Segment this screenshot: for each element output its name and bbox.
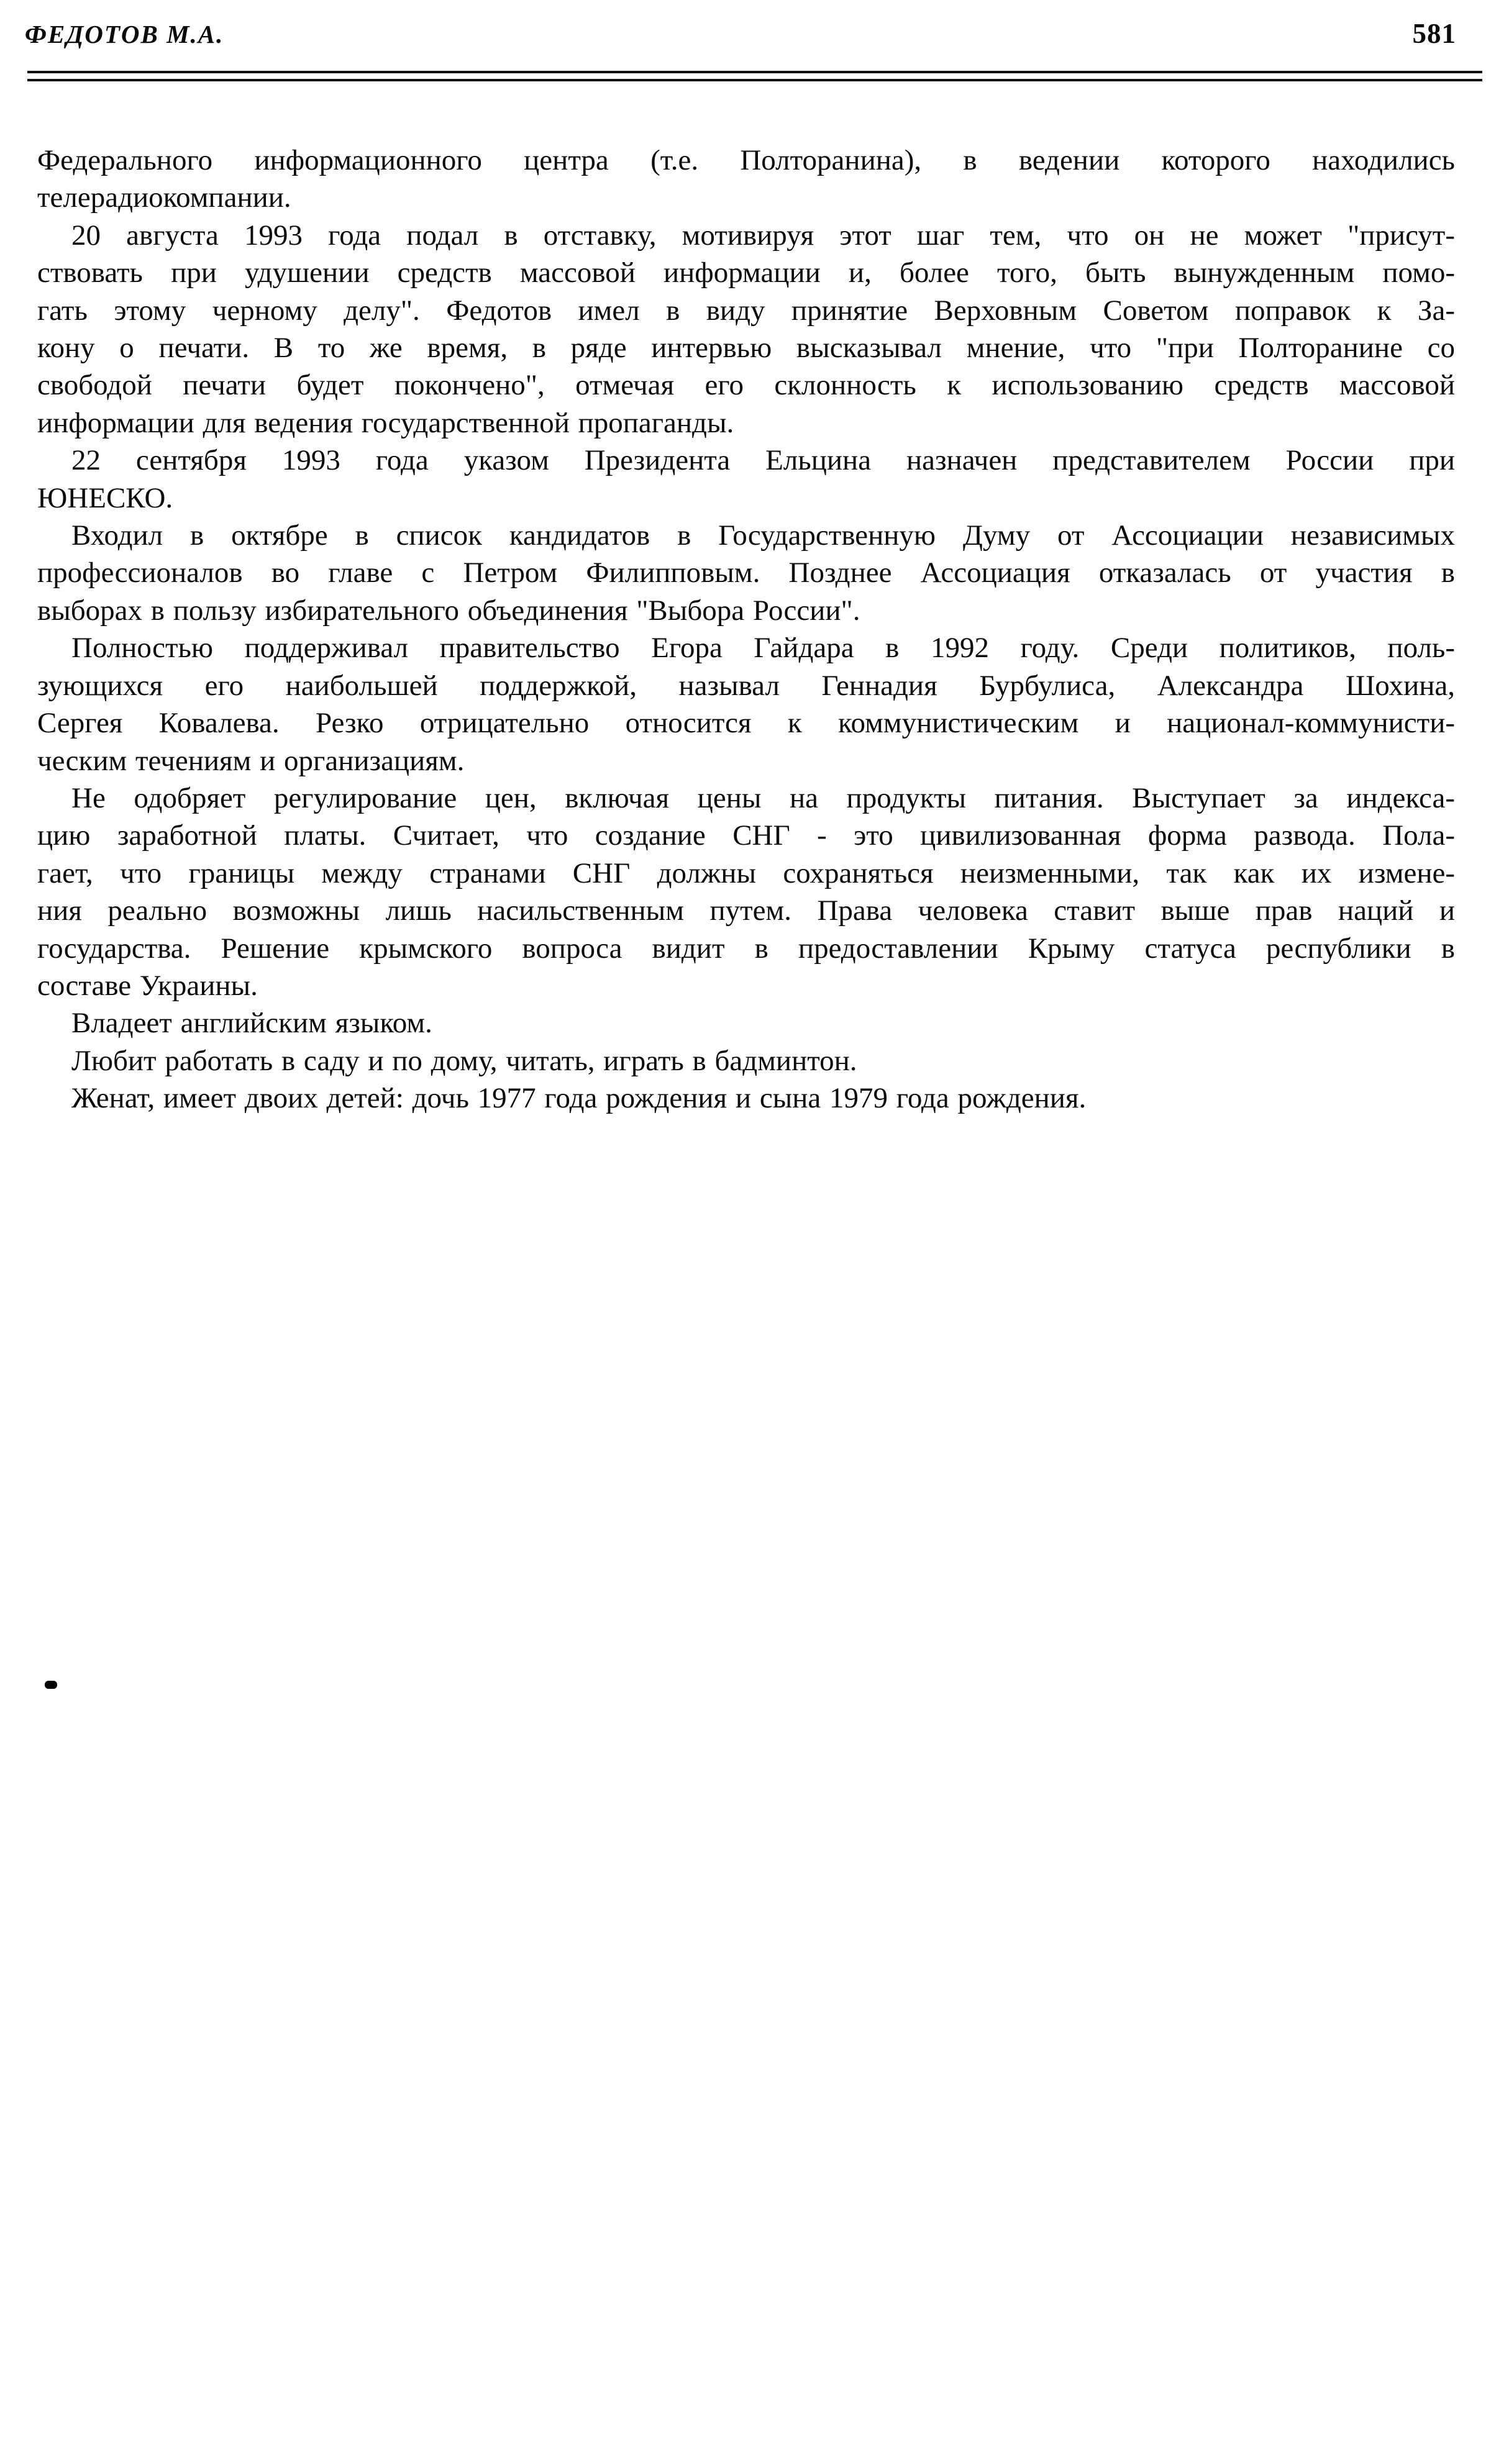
text-line: Любит работать в саду и по дому, читать, играть в бадминтон. xyxy=(71,1044,857,1077)
text-line: ЮНЕСКО. xyxy=(37,481,173,514)
text-line: Владеет английским языком. xyxy=(71,1007,432,1040)
text-line: зующихся его наибольшей поддержкой, называл Геннадия Бурбулиса, Александра Шохина, xyxy=(37,669,1455,702)
scan-artifact-speck xyxy=(45,1681,57,1689)
text-line: гает, что границы между странами СНГ должны сохраняться неизменными, так как их измене- xyxy=(37,857,1455,889)
text-line: Женат, имеет двоих детей: дочь 1977 года рождения и сына 1979 года рождения. xyxy=(71,1082,1087,1115)
text-line: государства. Решение крымского вопроса видит в предоставлении Крыму статуса республики в xyxy=(37,932,1455,965)
text-line: ствовать при удушении средств массовой информации и, более того, быть вынужденным помо- xyxy=(37,257,1455,289)
text-line: Федерального информационного центра (т.е. Полторанина), в ведении которого находились xyxy=(37,144,1455,176)
text-line: кону о печати. В то же время, в ряде интервью высказывал мнение, что "при Полторанине со xyxy=(37,332,1455,365)
article-body xyxy=(37,142,1455,1117)
text-line: составе Украины. xyxy=(37,969,258,1002)
text-line: информации для ведения государственной пропаганды. xyxy=(37,406,734,439)
page-number: 581 xyxy=(1412,18,1456,49)
text-line: 20 августа 1993 года подал в отставку, мотивируя этот шаг тем, что он не может "присут- xyxy=(71,219,1455,252)
text-line: профессионалов во главе с Петром Филипповым. Позднее Ассоциация отказалась от участия в xyxy=(37,557,1455,589)
text-line: Сергея Ковалева. Резко отрицательно относится к коммунистическим и национал-коммунисти- xyxy=(37,707,1455,740)
text-line: Не одобряет регулирование цен, включая цены на продукты питания. Выступает за индекса- xyxy=(71,781,1455,814)
text-line: телерадиокомпании. xyxy=(37,181,291,214)
text-line: 22 сентября 1993 года указом Президента Ельцина назначен представителем России при xyxy=(71,444,1455,477)
text-line: ния реально возможны лишь насильственным путем. Права человека ставит выше прав наций и xyxy=(37,894,1455,927)
text-line: гать этому черному делу". Федотов имел в виду принятие Верховным Советом поправок к За- xyxy=(37,294,1455,327)
header-rule xyxy=(27,71,1482,81)
text-line: выборах в пользу избирательного объединения "Выбора России". xyxy=(37,594,860,627)
running-title: ФЕДОТОВ М.А. xyxy=(25,20,224,48)
text-line: свободой печати будет покончено", отмечая его склонность к использованию средств массовой xyxy=(37,369,1455,402)
page-header xyxy=(25,17,1456,55)
text-line: Входил в октябре в список кандидатов в Государственную Думу от Ассоциации независимых xyxy=(71,519,1455,552)
text-line: Полностью поддерживал правительство Егора Гайдара в 1992 году. Среди политиков, поль- xyxy=(71,632,1455,665)
text-line: ческим течениям и организациям. xyxy=(37,744,465,777)
text-line: цию заработной платы. Считает, что создание СНГ - это цивилизованная форма развода. Пола- xyxy=(37,819,1455,852)
